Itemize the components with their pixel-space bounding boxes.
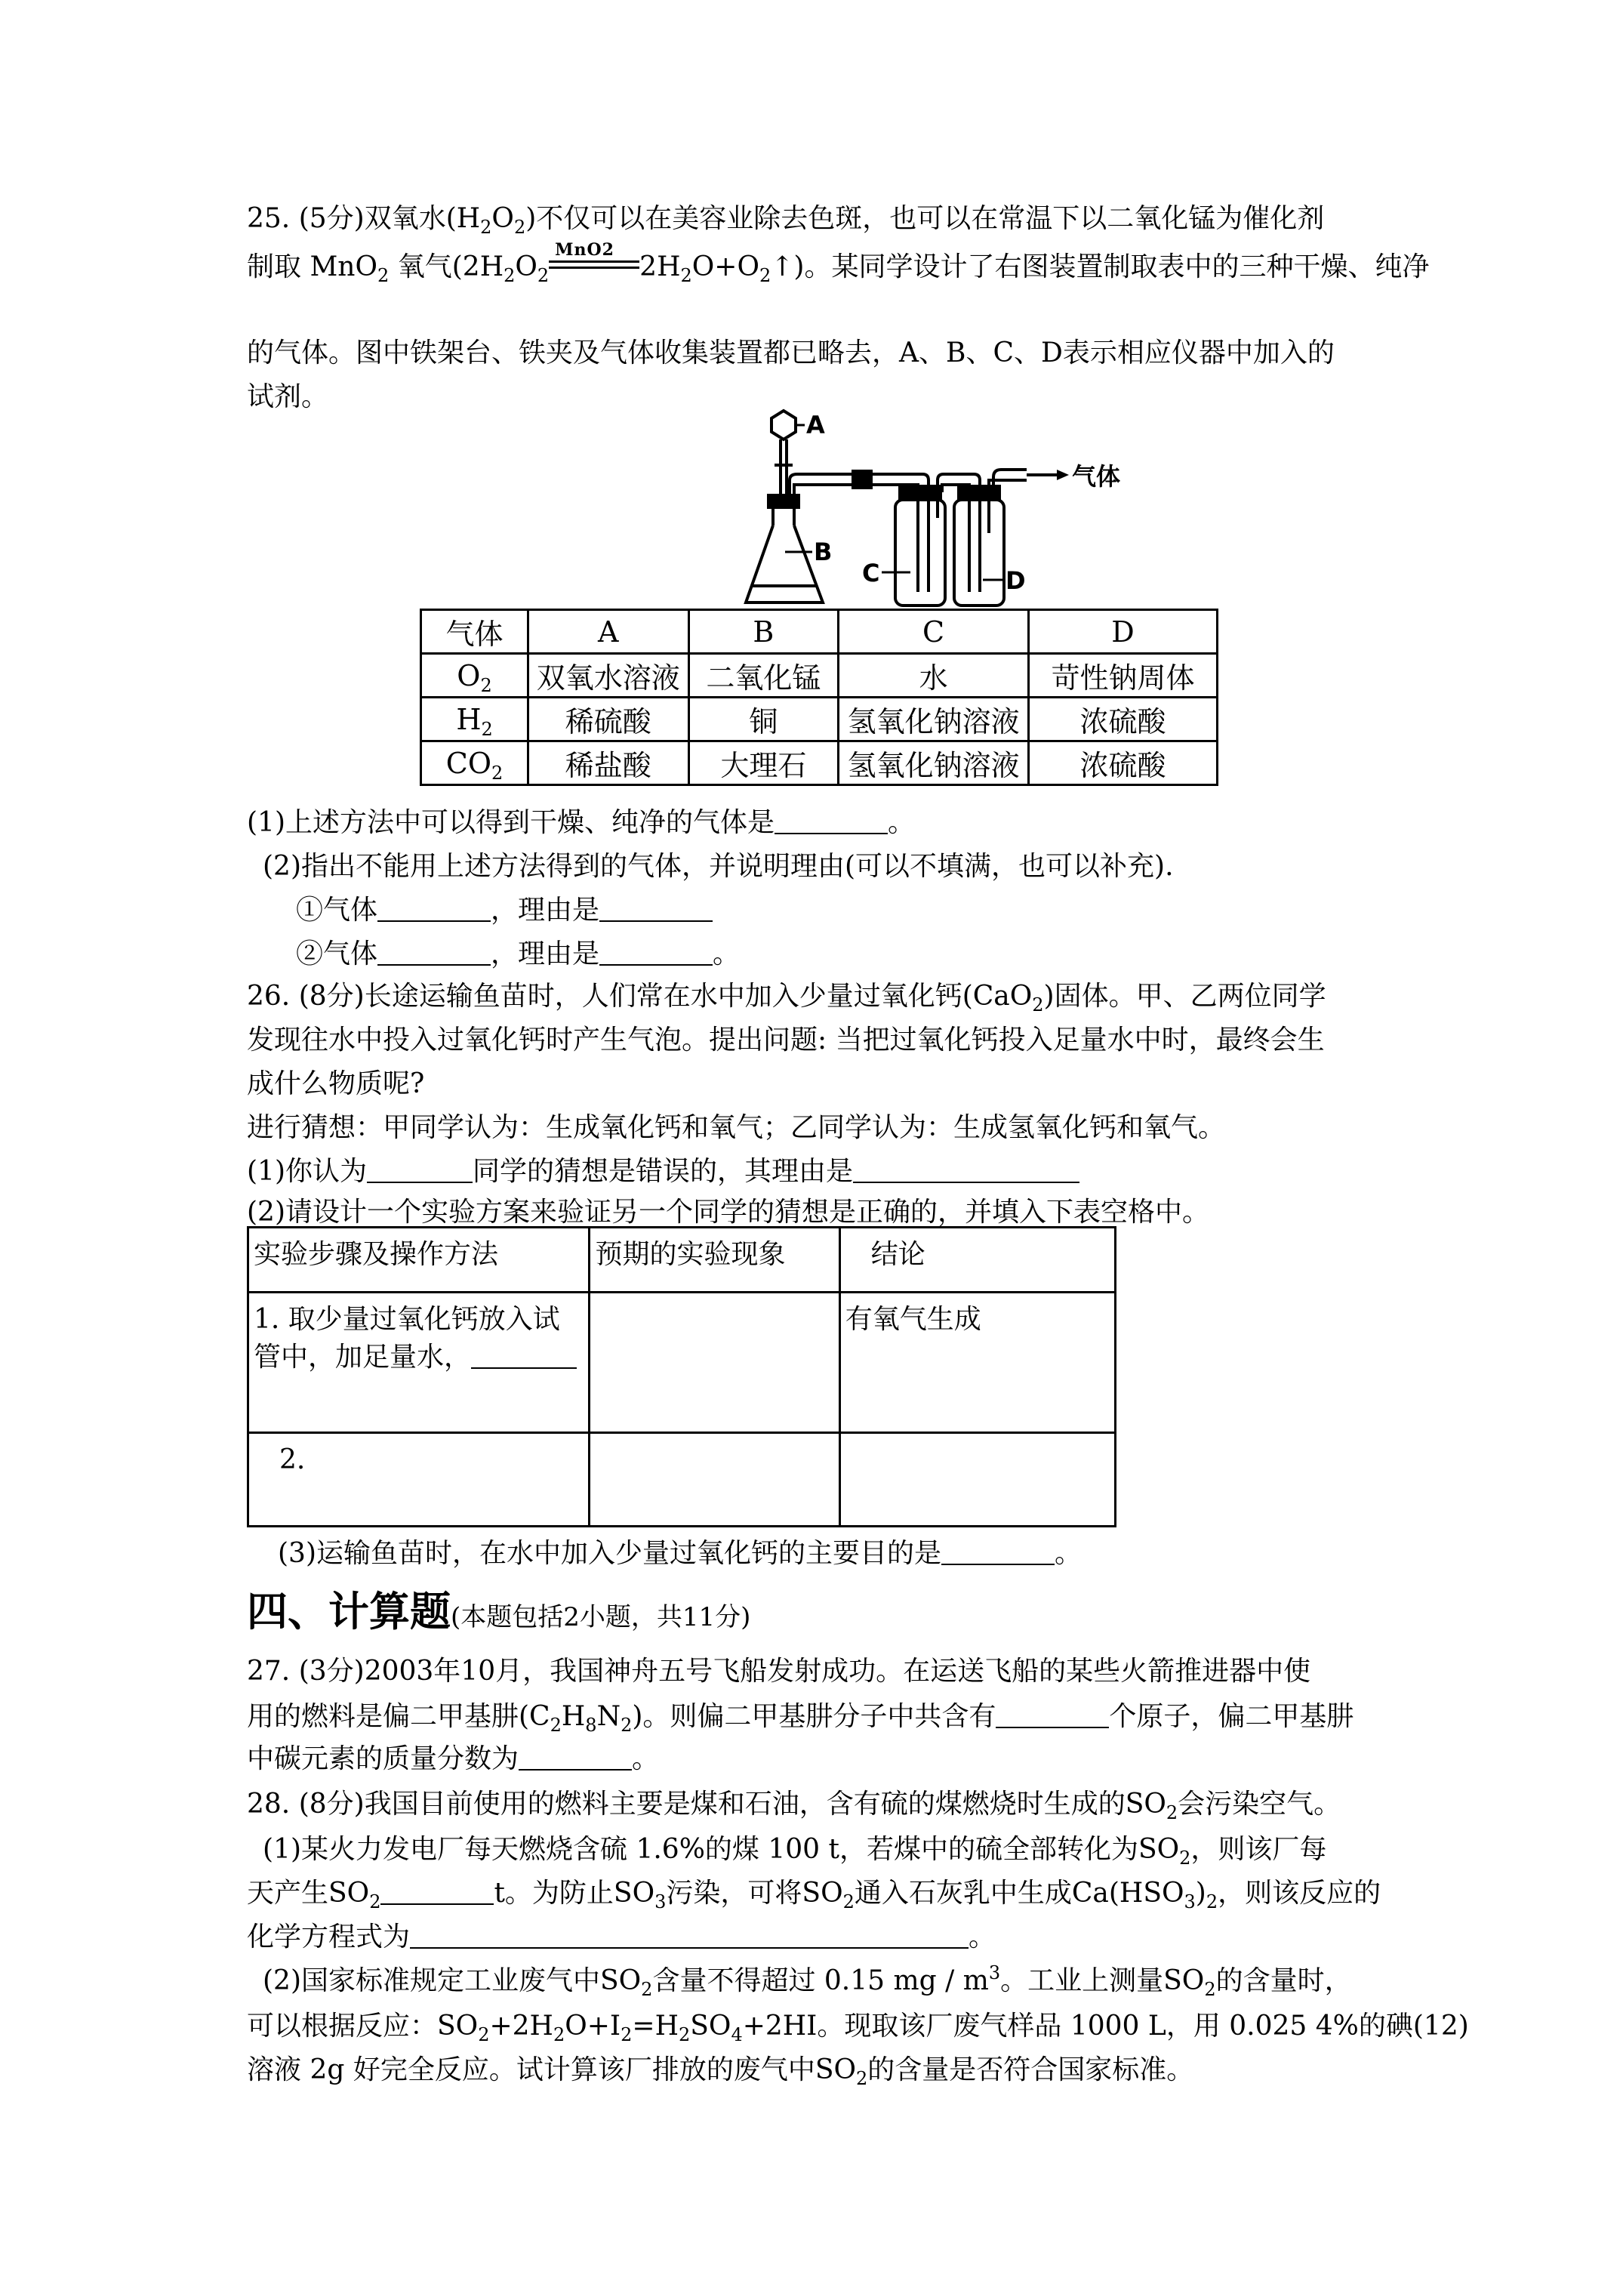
answer-blank[interactable] xyxy=(941,1538,1055,1565)
answer-blank[interactable] xyxy=(519,1743,632,1771)
answer-blank[interactable] xyxy=(367,1156,473,1183)
q25-line-4: 试剂。 xyxy=(247,381,329,412)
answer-blank[interactable] xyxy=(377,895,491,922)
answer-blank[interactable] xyxy=(410,1922,969,1949)
q26-line-3: 成什么物质呢? xyxy=(247,1068,425,1099)
q26-part-3: (3)运输鱼苗时，在水中加入少量过氧化钙的主要目的是 。 xyxy=(278,1538,1083,1569)
answer-blank[interactable] xyxy=(599,895,713,922)
q27-line-2: 用的燃料是偏二甲基肼$(C_2H_8N_2)$。则偏二甲基肼分子中共含有 个原子，偏二甲基肼 xyxy=(247,1701,1354,1736)
answer-blank[interactable] xyxy=(853,1156,1079,1183)
label-b: B xyxy=(814,538,833,566)
q28-line-1: 28. (8分)我国目前使用的燃料主要是煤和石油，含有硫的煤燃烧时生成的$SO_2$会污染空气。 xyxy=(247,1789,1341,1823)
answer-blank[interactable] xyxy=(599,938,713,966)
table-header-row: 气体 A B C D xyxy=(421,610,1218,654)
section-heading: 四、计算题(本题包括2小题，共11分) xyxy=(247,1587,751,1635)
q25-part-2-item-2: ②气体 ，理由是 。 xyxy=(296,938,741,969)
q28-line-5: (2)国家标准规定工业废气中$SO_2$含量不得超过 0.15 mg / $m^3$。工业上测量$SO_2$的含量时， xyxy=(263,1962,1352,2000)
label-gas: 气体 xyxy=(1072,462,1121,491)
q28-line-2: (1)某火力发电厂每天燃烧含硫 1.6%的煤 100 t，若煤中的硫全部转化为$SO_2$，则该厂每 xyxy=(263,1834,1327,1869)
q25-line-2: 制取 MnO$_2$ 氧气($2H_2O_2$ MnO2 $2H_2O+O_2↑$)。某同学设计了右图装置制取表中的三种干燥、纯净 xyxy=(247,240,1430,286)
table-row: 2. xyxy=(248,1433,1116,1527)
q25-part-1: (1)上述方法中可以得到干燥、纯净的气体是 。 xyxy=(247,807,916,838)
q28-line-4: 化学方程式为 。 xyxy=(247,1922,996,1952)
apparatus-figure xyxy=(702,405,1125,612)
q26-line-2: 发现往水中投入过氧化钙时产生气泡。提出问题: 当把过氧化钙投入足量水中时，最终会生 xyxy=(247,1025,1325,1056)
q25-part-2-item-1: ①气体 ，理由是 xyxy=(296,892,713,929)
q25-line-3: 的气体。图中铁架台、铁夹及气体收集装置都已略去，A、B、C、D表示相应仪器中加入的 xyxy=(247,337,1335,368)
q25-part-2: (2)指出不能用上述方法得到的气体，并说明理由(可以不填满，也可以补充). xyxy=(263,851,1174,882)
q26-line-4: 进行猜想：甲同学认为：生成氧化钙和氧气；乙同学认为：生成氢氧化钙和氧气。 xyxy=(247,1112,1226,1143)
reagent-table xyxy=(420,609,1218,786)
table-row: $CO_2$ 稀盐酸 大理石 氢氧化钠溶液 浓硫酸 xyxy=(421,741,1218,785)
answer-blank[interactable] xyxy=(996,1701,1109,1728)
experiment-table xyxy=(247,1226,1116,1527)
q28-line-7: 溶液 2g 好完全反应。试计算该厂排放的废气中$SO_2$的含量是否符合国家标准。 xyxy=(247,2054,1194,2089)
answer-blank[interactable] xyxy=(471,1342,577,1369)
conclusion-cell[interactable] xyxy=(839,1433,1115,1527)
answer-blank[interactable] xyxy=(775,807,888,834)
q28-line-3: 天产生$SO_2$ t。为防止$SO_3$污染，可将$SO_2$通入石灰乳中生成$Ca(HSO_3)_2$，则该反应的 xyxy=(247,1878,1381,1912)
q25-line-1: 25. (5分)双氧水$(H_2O_2)$不仅可以在美容业除去色斑，也可以在常温下以二氧化锰为催化剂 xyxy=(247,203,1325,238)
expected-phenomenon-cell[interactable] xyxy=(590,1433,839,1527)
q27-line-3: 中碳元素的质量分数为 。 xyxy=(247,1743,660,1774)
label-d: D xyxy=(1006,566,1026,595)
expected-phenomenon-cell[interactable] xyxy=(590,1293,839,1433)
q26-line-1: 26. (8分)长途运输鱼苗时，人们常在水中加入少量过氧化钙(CaO$_2$)固体。甲、乙两位同学 xyxy=(247,981,1326,1015)
answer-blank[interactable] xyxy=(377,938,491,966)
table-header-row: 实验步骤及操作方法 预期的实验现象 结论 xyxy=(248,1228,1116,1293)
q27-line-1: 27. (3分)2003年10月，我国神舟五号飞船发射成功。在运送飞船的某些火箭推进器中使 xyxy=(247,1656,1311,1687)
catalyst-condition: MnO2 xyxy=(549,250,639,280)
q28-line-6: 可以根据反应：$SO_2+2H_2O+I_2=H_2SO_4+2HI$。现取该厂废气样品 1000 L，用 0.025 4%的碘(12) xyxy=(247,2011,1469,2045)
table-row: $H_2$ 稀硫酸 铜 氢氧化钠溶液 浓硫酸 xyxy=(421,698,1218,741)
label-c: C xyxy=(862,559,880,587)
label-a: A xyxy=(806,411,825,439)
q26-part-1: (1)你认为 同学的猜想是错误的，其理由是 xyxy=(247,1154,1079,1190)
table-row: 1. 取少量过氧化钙放入试 管中，加足量水， 有氧气生成 xyxy=(248,1293,1116,1433)
q26-part-2: (2)请设计一个实验方案来验证另一个同学的猜想是正确的，并填入下表空格中。 xyxy=(247,1197,1209,1228)
answer-blank[interactable] xyxy=(380,1878,494,1905)
table-row: $O_2$ 双氧水溶液 二氧化锰 水 苛性钠周体 xyxy=(421,654,1218,698)
